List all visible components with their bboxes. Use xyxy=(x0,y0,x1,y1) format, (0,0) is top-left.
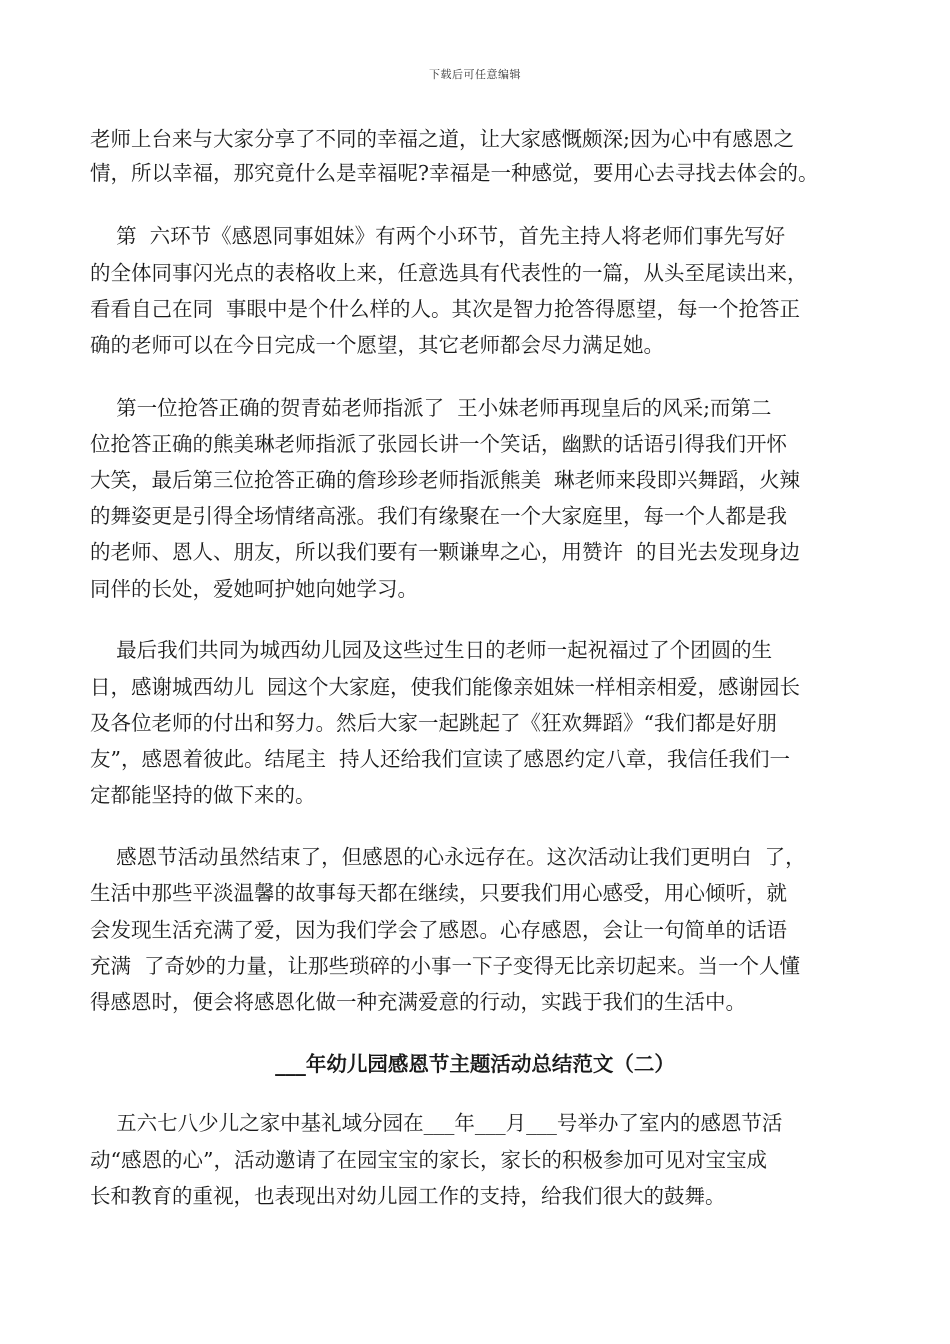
text-line: 及各位老师的付出和努力。然后大家一起跳起了《狂欢舞蹈》“我们都是好朋 xyxy=(90,711,777,735)
text-line: 长和教育的重视，也表现出对幼儿园工作的支持，给我们很大的鼓舞。 xyxy=(90,1184,726,1208)
text-line: 日，感谢城西幼儿 园这个大家庭，使我们能像亲姐妹一样相亲相爱，感谢园长 xyxy=(90,675,801,699)
text-line: 的全体同事闪光点的表格收上来，任意选具有代表性的一篇，从头至尾读出来， xyxy=(90,261,808,285)
text-line: 会发现生活充满了爱，因为我们学会了感恩。心存感恩，会让一句简单的话语 xyxy=(90,918,787,942)
text-line: 生活中那些平淡温馨的故事每天都在继续，只要我们用心感受，用心倾听，就 xyxy=(90,881,787,905)
text-line: 动“感恩的心”，活动邀请了在园宝宝的家长，家长的积极参加可见对宝宝成 xyxy=(90,1148,767,1172)
text-line: 定都能坚持的做下来的。 xyxy=(90,783,316,807)
text-line: 感恩节活动虽然结束了，但感恩的心永远存在。这次活动让我们更明白 了， xyxy=(90,845,806,869)
page-header-note: 下载后可任意编辑 xyxy=(429,68,521,81)
text-line: 同伴的长处，爱她呵护她向她学习。 xyxy=(90,577,418,601)
text-line: 位抢答正确的熊美琳老师指派了张园长讲一个笑话，幽默的话语引得我们开怀 xyxy=(90,432,787,456)
text-line: 大笑，最后第三位抢答正确的詹珍珍老师指派熊美 琳老师来段即兴舞蹈，火辣 xyxy=(90,468,801,492)
text-line: 确的老师可以在今日完成一个愿望，其它老师都会尽力满足她。 xyxy=(90,333,664,357)
text-line: 充满 了奇妙的力量，让那些琐碎的小事一下子变得无比亲切起来。当一个人懂 xyxy=(90,954,801,978)
text-line: 友”，感恩着彼此。结尾主 持人还给我们宣读了感恩约定八章，我信任我们一 xyxy=(90,747,791,771)
text-line: 五六七八少儿之家中基礼域分园在___年___月___号举办了室内的感恩节活 xyxy=(90,1111,783,1135)
text-line: 老师上台来与大家分享了不同的幸福之道，让大家感慨颇深;因为心中有感恩之 xyxy=(90,127,794,151)
text-line: 情，所以幸福，那究竟什么是幸福呢?幸福是一种感觉，要用心去寻找去体会的。 xyxy=(90,161,819,185)
text-line: 第一位抢答正确的贺青茹老师指派了 王小妹老师再现皇后的风采;而第二 xyxy=(90,396,772,420)
text-line: 最后我们共同为城西幼儿园及这些过生日的老师一起祝福过了个团圆的生 xyxy=(90,638,773,662)
text-line: 得感恩时，便会将感恩化做一种充满爱意的行动，实践于我们的生活中。 xyxy=(90,990,746,1014)
section-heading: ___年幼儿园感恩节主题活动总结范文（二） xyxy=(275,1052,675,1076)
text-line: 第 六环节《感恩同事姐妹》有两个小环节，首先主持人将老师们事先写好 xyxy=(90,224,786,248)
text-line: 的老师、恩人、朋友，所以我们要有一颗谦卑之心，用赞许 的目光去发现身边 xyxy=(90,540,801,564)
text-line: 的舞姿更是引得全场情绪高涨。我们有缘聚在一个大家庭里，每一个人都是我 xyxy=(90,504,787,528)
text-line: 看看自己在同 事眼中是个什么样的人。其次是智力抢答得愿望，每一个抢答正 xyxy=(90,297,801,321)
